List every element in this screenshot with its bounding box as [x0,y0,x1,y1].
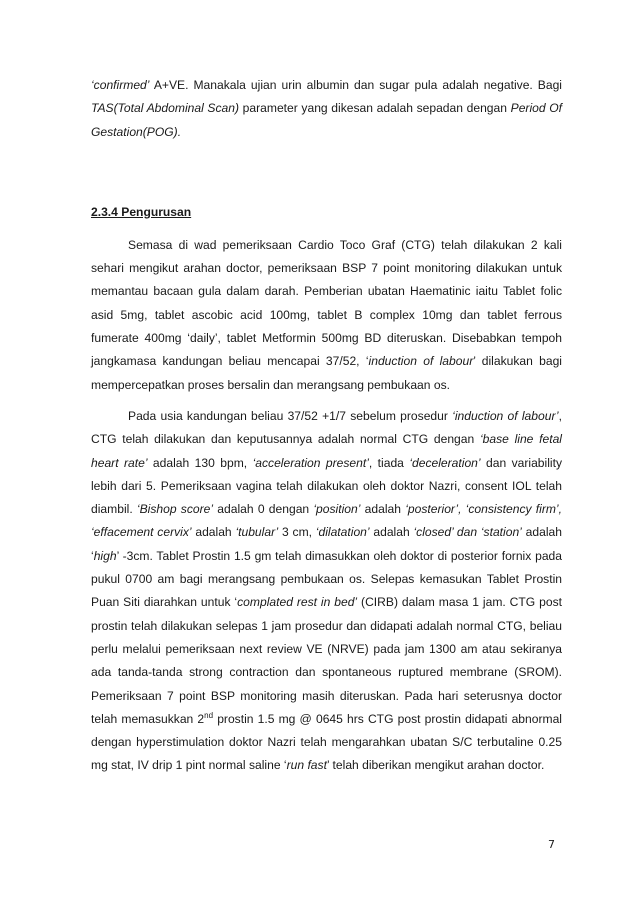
text-run: ’ dilakukan bagi mempercepatkan proses bersalin dan merangsang pembukaan os. [91,354,562,392]
text-run: , tiada [368,455,410,470]
text-run: adalah [369,525,414,540]
italic-text: ‘position’ [313,502,361,517]
text-run: ’ -3cm. Tablet Prostin 1.5 gm telah dimasukkan oleh doktor di posterior fornix pada pukul 0700 am bagi merangsang pembukaan os. Selepas kemasukan Tablet Prostin Puan Siti diarahkan untuk ‘ [91,548,562,610]
text-run: adalah ‘ [91,525,562,563]
paragraph-induction-procedure [91,405,562,778]
italic-text: ‘confirmed’ [91,78,150,92]
italic-text: ‘closed’ dan ‘station’ [413,525,522,540]
text-run: A+VE. Manakala ujian urin albumin dan sugar pula adalah negative. Bagi [149,78,562,92]
text-run: adalah [191,525,236,540]
text-run: ’ telah diberikan mengikut arahan doctor. [326,758,545,773]
italic-text: run fast [286,758,327,773]
text-run: 3 cm, [278,525,316,540]
italic-text: TAS(Total Abdominal Scan) [91,101,240,116]
page-number: 7 [548,838,555,851]
italic-text: ‘acceleration present’ [252,455,369,470]
italic-text: ‘posterior’, ‘consistency firm’, ‘effacement cervix’ [91,502,562,540]
text-run: (CIRB) dalam masa 1 jam. CTG post prostin telah dilakukan selepas 1 jam prosedur dan didapati adalah normal CTG, beliau perlu melalui pemeriksaan next review VE (NRVE) pada jam 1300 am atau sekiranya ada tanda-tanda strong contraction dan spontaneous ruptured membrane (SROM). Pemeriksaan 7 point BSP monitoring masih diteruskan. Pada hari seterusnya doctor telah memasukkan 2 [91,595,562,726]
paragraph-ward-management [91,234,562,397]
text-run: adalah 130 bpm, [147,455,253,470]
italic-text: induction of labour [368,354,474,369]
text-run: parameter yang dikesan adalah sepadan dengan [239,101,511,116]
italic-text: ‘dilatation’ [315,525,370,540]
italic-text: Period Of Gestation(POG). [91,101,563,139]
paragraph-test-results [91,74,562,144]
section-heading: 2.3.4 Pengurusan [91,204,192,219]
italic-text: ‘tubular’ [235,525,279,540]
italic-text: high [93,548,117,563]
text-run: dan variability lebih dari 5. Pemeriksaan vagina telah dilakukan oleh doktor Nazri, consent IOL telah diambil. [91,455,563,517]
italic-text: ‘induction of labour’ [452,408,559,423]
text-run: , CTG telah dilakukan dan keputusannya adalah normal CTG dengan [91,408,562,447]
italic-text: complated rest in bed’ [237,595,358,610]
page-content [91,74,562,778]
text-run: Pada usia kandungan beliau 37/52 +1/7 sebelum prosedur [128,408,453,423]
superscript-text: nd [204,710,214,720]
text-run: Semasa di wad pemeriksaan Cardio Toco Graf (CTG) telah dilakukan 2 kali sehari mengikut arahan doctor, pemeriksaan BSP 7 point monitoring dilakukan untuk memantau bacaan gula dalam darah. Pemberian ubatan Haematinic iaitu Tablet folic asid 5mg, tablet ascobic acid 100mg, tablet B complex 10mg dan tablet ferrous fumerate 400mg ‘daily’, tablet Metformin 500mg BD diteruskan. Disebabkan tempoh jangkamasa kandungan beliau mencapai 37/52, ‘ [91,237,562,369]
text-run: adalah 0 dengan [213,502,314,517]
italic-text: ‘base line fetal heart rate’ [91,432,562,470]
italic-text: ‘deceleration’ [409,455,481,470]
italic-text: ‘Bishop score’ [136,502,214,517]
text-run: adalah [360,502,406,517]
text-run: prostin 1.5 mg @ 0645 hrs CTG post prostin didapati abnormal dengan hyperstimulation doktor Nazri telah mengarahkan ubatan S/C terbutaline 0.25 mg stat, IV drip 1 pint normal saline ‘ [91,711,562,773]
